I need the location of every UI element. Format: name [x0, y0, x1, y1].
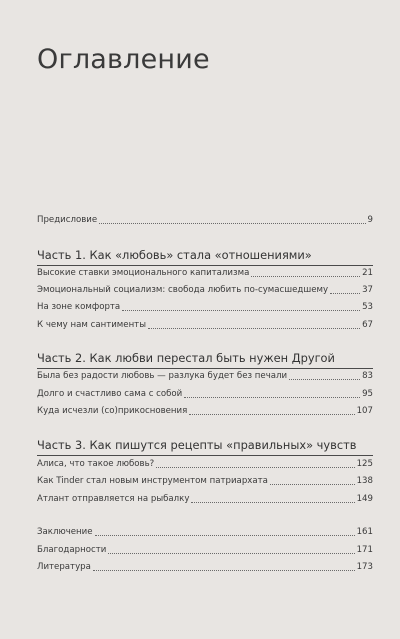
toc-entry[interactable]: [37, 389, 373, 400]
dot-leader: [93, 569, 355, 571]
toc-entry[interactable]: [37, 406, 373, 417]
toc-page-number: 9: [367, 215, 373, 225]
toc-entry-label: Атлант отправляется на рыбалку: [37, 494, 190, 504]
toc-entry[interactable]: [37, 320, 373, 331]
toc-entry-label: На зоне комфорта: [37, 302, 121, 312]
toc-entry[interactable]: [37, 459, 373, 470]
toc-entry-label: Была без радости любовь — разлука будет без печали: [37, 371, 288, 381]
toc-entry-label: Эмоциональный социализм: свобода любить по-сумасшедшему: [37, 285, 329, 295]
toc-entry-acknowledgements[interactable]: [37, 545, 373, 556]
toc-entry-label: Алиса, что такое любовь?: [37, 459, 155, 469]
dot-leader: [184, 396, 360, 398]
toc-entry-label: Заключение: [37, 527, 93, 537]
toc-page-number: 138: [356, 476, 373, 486]
dot-leader: [156, 466, 354, 468]
dot-leader: [108, 552, 354, 554]
toc-entry-label: Высокие ставки эмоционального капитализма: [37, 268, 250, 278]
part-3-divider: [37, 455, 373, 456]
dot-leader: [189, 413, 354, 415]
part-1-divider: [37, 265, 373, 266]
dot-leader: [289, 378, 360, 380]
toc-entry-label: Долго и счастливо сама с собой: [37, 389, 183, 399]
toc-entry[interactable]: [37, 285, 373, 296]
toc-entry-label: Куда исчезли (со)прикосновения: [37, 406, 188, 416]
toc-page-number: 67: [362, 320, 373, 330]
toc-page-number: 171: [356, 545, 373, 555]
dot-leader: [251, 275, 360, 277]
dot-leader: [99, 222, 365, 224]
dot-leader: [191, 501, 354, 503]
toc-entry-preface[interactable]: [37, 215, 373, 226]
toc-page-number: 107: [356, 406, 373, 416]
toc-entry[interactable]: [37, 494, 373, 505]
toc-page-number: 95: [362, 389, 373, 399]
part-2-divider: [37, 368, 373, 369]
toc-page-number: 37: [362, 285, 373, 295]
toc-entry-label: Предисловие: [37, 215, 98, 225]
dot-leader: [95, 534, 355, 536]
toc-page-number: 125: [356, 459, 373, 469]
page-title: Оглавление: [37, 44, 210, 75]
part-1-heading: Часть 1. Как «любовь» стала «отношениями»: [37, 248, 312, 262]
toc-page-number: 53: [362, 302, 373, 312]
part-3-heading: Часть 3. Как пишутся рецепты «правильных» чувств: [37, 438, 357, 452]
toc-entry-conclusion[interactable]: [37, 527, 373, 538]
toc-entry-label: Как Tinder стал новым инструментом патриархата: [37, 476, 268, 486]
dot-leader: [122, 309, 360, 311]
dot-leader: [330, 292, 360, 294]
toc-page-number: 21: [362, 268, 373, 278]
dot-leader: [148, 327, 360, 329]
toc-entry-label: К чему нам сантименты: [37, 320, 146, 330]
part-2-heading: Часть 2. Как любви перестал быть нужен Другой: [37, 351, 335, 365]
toc-page-number: 83: [362, 371, 373, 381]
toc-page-number: 173: [356, 562, 373, 572]
toc-entry[interactable]: [37, 268, 373, 279]
toc-entry[interactable]: [37, 371, 373, 382]
toc-entry-references[interactable]: [37, 562, 373, 573]
toc-entry[interactable]: [37, 302, 373, 313]
dot-leader: [270, 483, 355, 485]
toc-page-number: 161: [356, 527, 373, 537]
toc-entry-label: Благодарности: [37, 545, 107, 555]
toc-page-number: 149: [356, 494, 373, 504]
toc-entry-label: Литература: [37, 562, 91, 572]
toc-entry[interactable]: [37, 476, 373, 487]
